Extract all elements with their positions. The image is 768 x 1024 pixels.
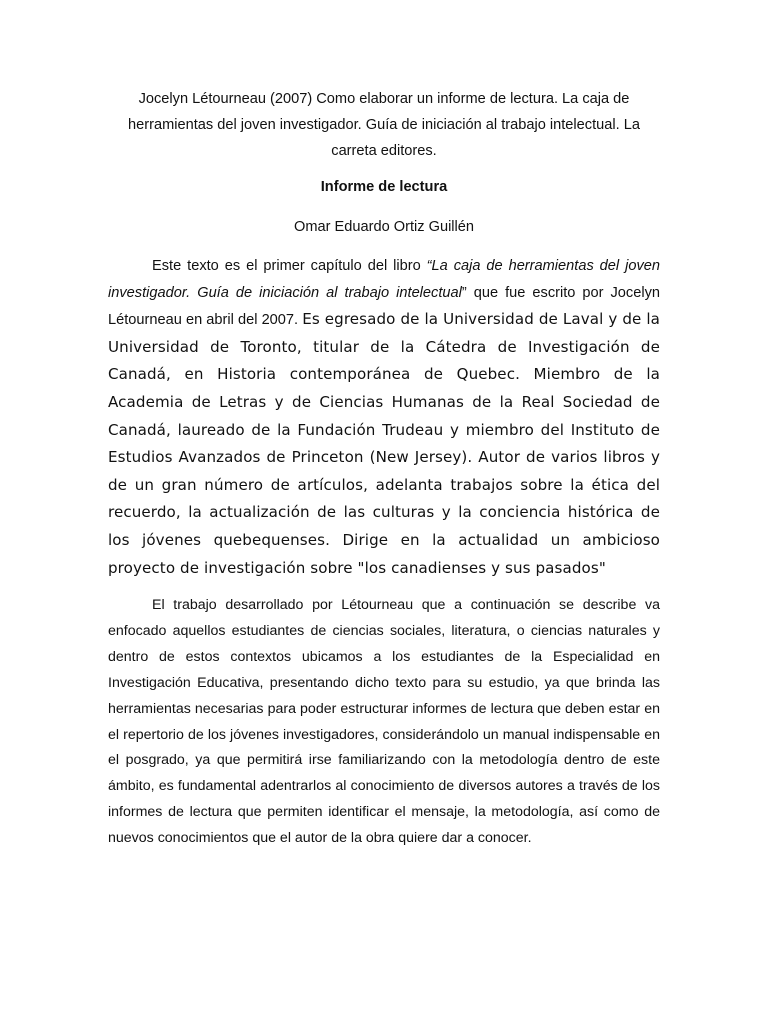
paragraph-1-after-title: ” que fue escrito por Jocelyn Létourneau en abril del 2007.	[108, 284, 660, 329]
author-name: Omar Eduardo Ortiz Guillén	[293, 219, 475, 235]
paragraph-1-biography: Es egresado de la Universidad de Laval y de la Universidad de Toronto, titular de la Cátedra de Investigación de Canadá, en Historia contemporánea de Quebec. Miembro de la Academia de Letras y de Ciencias Humanas de la Real Sociedad de Canadá, laureado de la Fundación Trudeau y miembro del Instituto de Estudios Avanzados de Princeton (New Jersey). Autor de varios libros y de un gran número de artículos, adelanta trabajos sobre la ética del recuerdo, la actualización de las culturas y la conciencia histórica de los jóvenes quebequenses. Dirige en la actualidad un ambicioso proyecto de investigación sobre "los canadienses y sus pasados"	[108, 310, 660, 577]
paragraph-2: El trabajo desarrollado por Létourneau que a continuación se describe va enfocado aquellos estudiantes de ciencias sociales, literatura, o ciencias naturales y dentro de estos contextos ubicamos a los estudiantes de la Especialidad en Investigación Educativa, presentando dicho texto para su estudio, ya que brinda las herramientas necesarias para poder estructurar informes de lectura que deben estar en el repertorio de los jóvenes investigadores, considerándolo un manual indispensable en el posgrado, ya que permitirá irse familiarizando con la metodología dentro de este ámbito, es fundamental adentrarlos al conocimiento de diversos autores a través de los informes de lectura que permiten identificar el mensaje, la metodología, así como de nuevos conocimientos que el autor de la obra quiere dar a conocer.	[108, 597, 660, 847]
paragraph-1-lead: Este texto es el primer capítulo del libro	[152, 258, 427, 274]
citation: Jocelyn Létourneau (2007) Como elaborar un informe de lectura. La caja de herramientas del joven investigador. Guía de iniciación al trabajo intelectual. La carreta editores.	[128, 91, 640, 159]
document-title: Informe de lectura	[320, 179, 448, 195]
paragraph-1	[108, 253, 660, 582]
book-title: “La caja de herramientas del joven investigador. Guía de iniciación al trabajo intelectual	[108, 258, 660, 301]
